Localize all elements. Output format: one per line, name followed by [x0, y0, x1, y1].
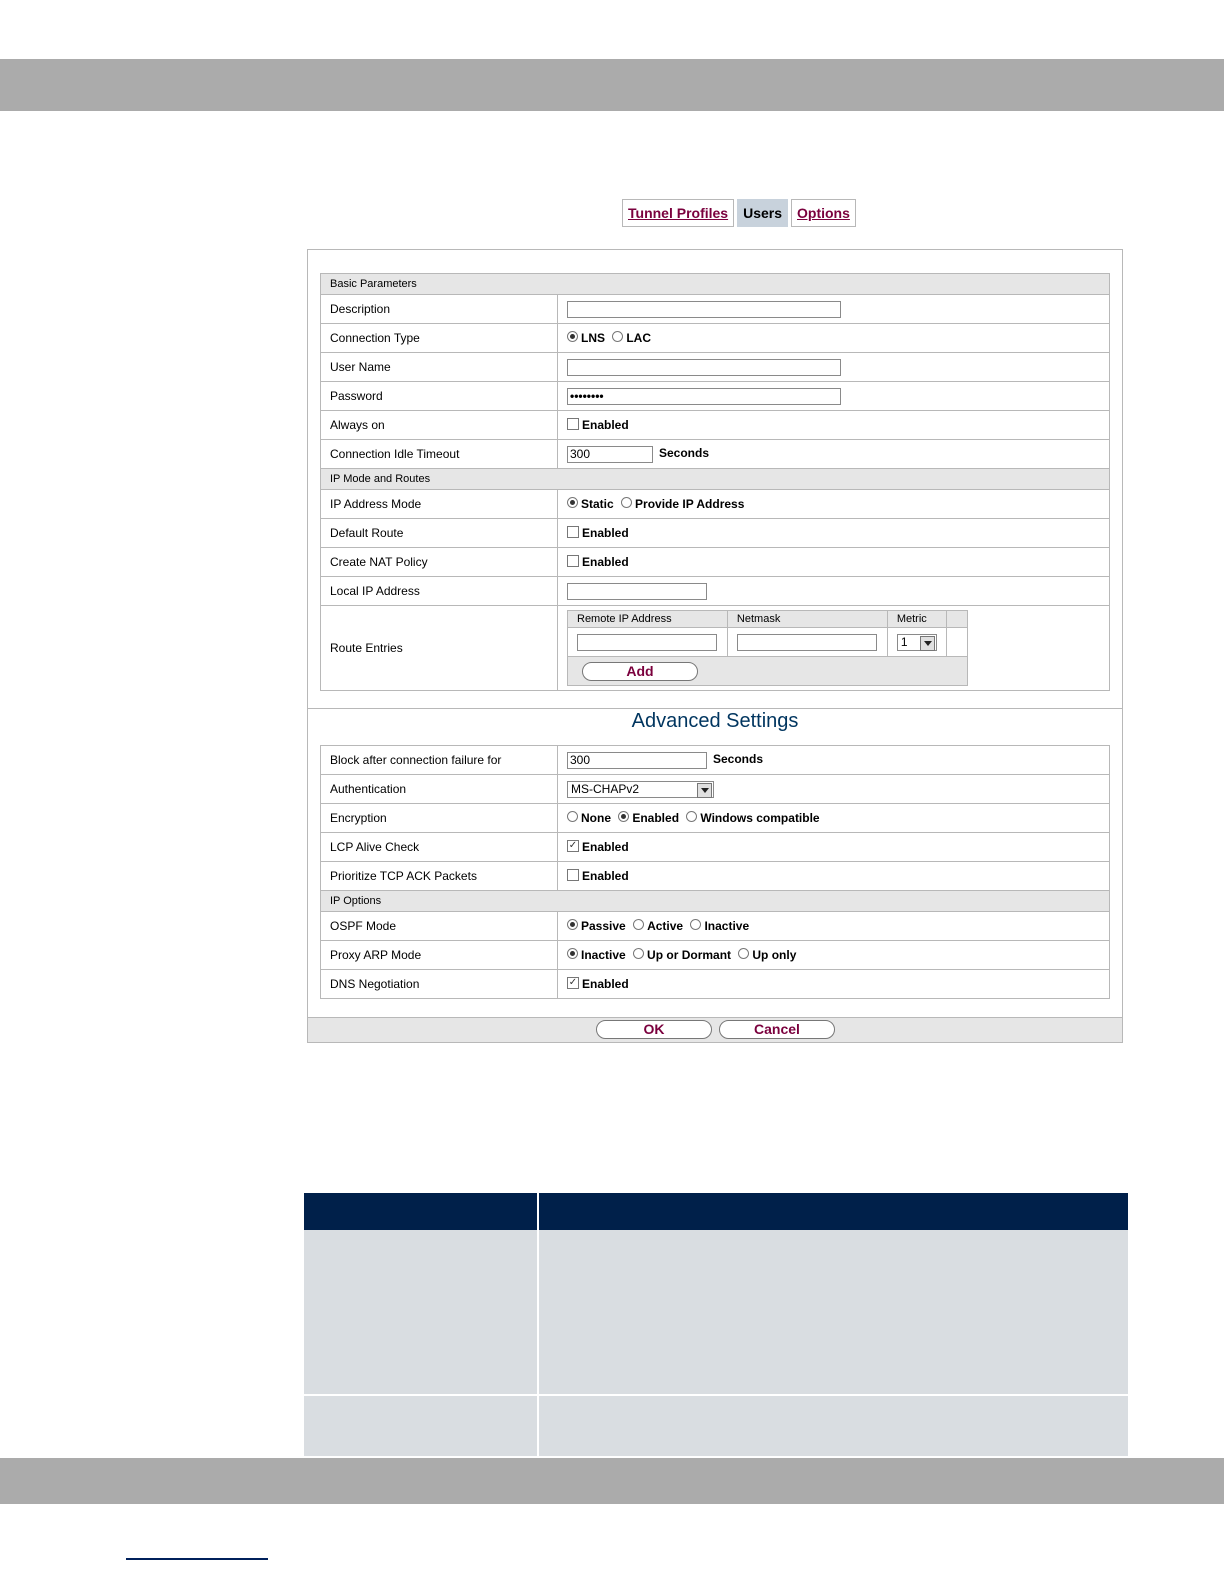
- block-after-unit: Seconds: [713, 752, 764, 767]
- tcp-ack-option: Enabled: [582, 869, 629, 883]
- radio-arp-up-only[interactable]: [738, 948, 749, 959]
- ospf-mode-label: OSPF Mode: [321, 912, 558, 941]
- chevron-down-icon: [920, 636, 935, 651]
- block-after-label: Block after connection failure for: [321, 746, 558, 775]
- radio-lac[interactable]: [612, 331, 623, 342]
- dns-negotiation-option: Enabled: [582, 977, 629, 991]
- ok-button[interactable]: OK: [596, 1020, 712, 1039]
- radio-ospf-passive[interactable]: [567, 919, 578, 930]
- radio-arp-inactive[interactable]: [567, 948, 578, 959]
- radio-ospf-inactive[interactable]: [690, 919, 701, 930]
- nat-policy-option: Enabled: [582, 555, 629, 569]
- option-enabled-label: Enabled: [632, 811, 680, 825]
- option-arp-inactive-label: Inactive: [581, 948, 626, 962]
- nat-policy-checkbox[interactable]: [567, 555, 579, 567]
- column-metric: Metric: [887, 611, 947, 628]
- basic-table: [320, 273, 1110, 691]
- radio-encryption-enabled[interactable]: [618, 811, 629, 822]
- ip-address-mode-label: IP Address Mode: [321, 490, 558, 519]
- lcp-alive-label: LCP Alive Check: [321, 833, 558, 862]
- radio-provide-ip[interactable]: [621, 497, 632, 508]
- local-ip-input[interactable]: [567, 583, 707, 600]
- password-label: Password: [321, 382, 558, 411]
- desc-header-meaning: [538, 1193, 1128, 1230]
- connection-type-label: Connection Type: [321, 324, 558, 353]
- user-name-label: User Name: [321, 353, 558, 382]
- remote-ip-input[interactable]: [577, 634, 717, 651]
- desc-row-meaning: [538, 1230, 1128, 1395]
- radio-encryption-windows[interactable]: [686, 811, 697, 822]
- tab-bar: [622, 199, 856, 227]
- column-remote-ip: Remote IP Address: [568, 611, 728, 628]
- column-netmask: Netmask: [727, 611, 887, 628]
- advanced-table: [320, 745, 1110, 999]
- proxy-arp-label: Proxy ARP Mode: [321, 941, 558, 970]
- option-lns-label: LNS: [581, 331, 605, 345]
- user-name-input[interactable]: [567, 359, 841, 376]
- idle-timeout-input[interactable]: [567, 446, 653, 463]
- route-entries-label: Route Entries: [321, 606, 558, 691]
- chevron-down-icon: [697, 783, 712, 798]
- add-route-button[interactable]: Add: [582, 662, 698, 681]
- section-ip-options: IP Options: [321, 891, 1110, 912]
- option-passive-label: Passive: [581, 919, 626, 933]
- metric-select[interactable]: [897, 634, 937, 651]
- option-lac-label: LAC: [626, 331, 652, 345]
- idle-timeout-label: Connection Idle Timeout: [321, 440, 558, 469]
- button-bar: [308, 1017, 1122, 1042]
- description-input[interactable]: [567, 301, 841, 318]
- option-active-label: Active: [647, 919, 684, 933]
- tcp-ack-checkbox[interactable]: [567, 869, 579, 881]
- netmask-input[interactable]: [737, 634, 877, 651]
- settings-panel: [307, 249, 1123, 1043]
- option-up-dormant-label: Up or Dormant: [647, 948, 732, 962]
- radio-ospf-active[interactable]: [633, 919, 644, 930]
- advanced-settings-title: Advanced Settings: [631, 710, 799, 732]
- page-header-bar: [0, 59, 1224, 111]
- always-on-option: Enabled: [582, 418, 629, 432]
- route-entries-table: [567, 610, 968, 686]
- nat-policy-label: Create NAT Policy: [321, 548, 558, 577]
- description-label: Description: [321, 295, 558, 324]
- desc-row-field: [304, 1230, 538, 1395]
- default-route-label: Default Route: [321, 519, 558, 548]
- always-on-checkbox[interactable]: [567, 418, 579, 430]
- option-static-label: Static: [581, 497, 614, 511]
- authentication-label: Authentication: [321, 775, 558, 804]
- lcp-alive-checkbox[interactable]: ✓: [568, 840, 578, 851]
- tab-users[interactable]: Users: [737, 199, 788, 227]
- option-provide-ip-label: Provide IP Address: [635, 497, 745, 511]
- password-input[interactable]: [567, 388, 841, 405]
- section-basic-parameters: Basic Parameters: [321, 274, 1110, 295]
- lcp-alive-option: Enabled: [582, 840, 629, 854]
- desc-header-field: [304, 1193, 538, 1230]
- radio-lns[interactable]: [567, 331, 578, 342]
- local-ip-label: Local IP Address: [321, 577, 558, 606]
- desc-row-meaning: [538, 1395, 1128, 1456]
- default-route-checkbox[interactable]: [567, 526, 579, 538]
- always-on-label: Always on: [321, 411, 558, 440]
- section-ip-mode-routes: IP Mode and Routes: [321, 469, 1110, 490]
- page-footer-bar: [0, 1458, 1224, 1504]
- dns-negotiation-checkbox[interactable]: ✓: [568, 977, 578, 988]
- dns-negotiation-label: DNS Negotiation: [321, 970, 558, 999]
- default-route-option: Enabled: [582, 526, 629, 540]
- authentication-value: MS-CHAPv2: [571, 781, 640, 796]
- option-windows-label: Windows compatible: [700, 811, 820, 825]
- cancel-button[interactable]: Cancel: [719, 1020, 835, 1039]
- block-after-input[interactable]: [567, 752, 707, 769]
- radio-arp-up-dormant[interactable]: [633, 948, 644, 959]
- metric-value: 1: [900, 634, 908, 649]
- option-up-only-label: Up only: [752, 948, 797, 962]
- authentication-select[interactable]: [567, 781, 714, 798]
- tab-tunnel-profiles[interactable]: Tunnel Profiles: [622, 199, 734, 227]
- tab-options[interactable]: Options: [791, 199, 856, 227]
- idle-timeout-unit: Seconds: [659, 446, 710, 461]
- tcp-ack-label: Prioritize TCP ACK Packets: [321, 862, 558, 891]
- radio-static[interactable]: [567, 497, 578, 508]
- section-divider: [308, 708, 1122, 709]
- description-table: [304, 1193, 1128, 1456]
- desc-row-field: [304, 1395, 538, 1456]
- option-none-label: None: [581, 811, 611, 825]
- encryption-label: Encryption: [321, 804, 558, 833]
- footer-rule: [126, 1558, 268, 1560]
- radio-encryption-none[interactable]: [567, 811, 578, 822]
- option-inactive-label: Inactive: [704, 919, 750, 933]
